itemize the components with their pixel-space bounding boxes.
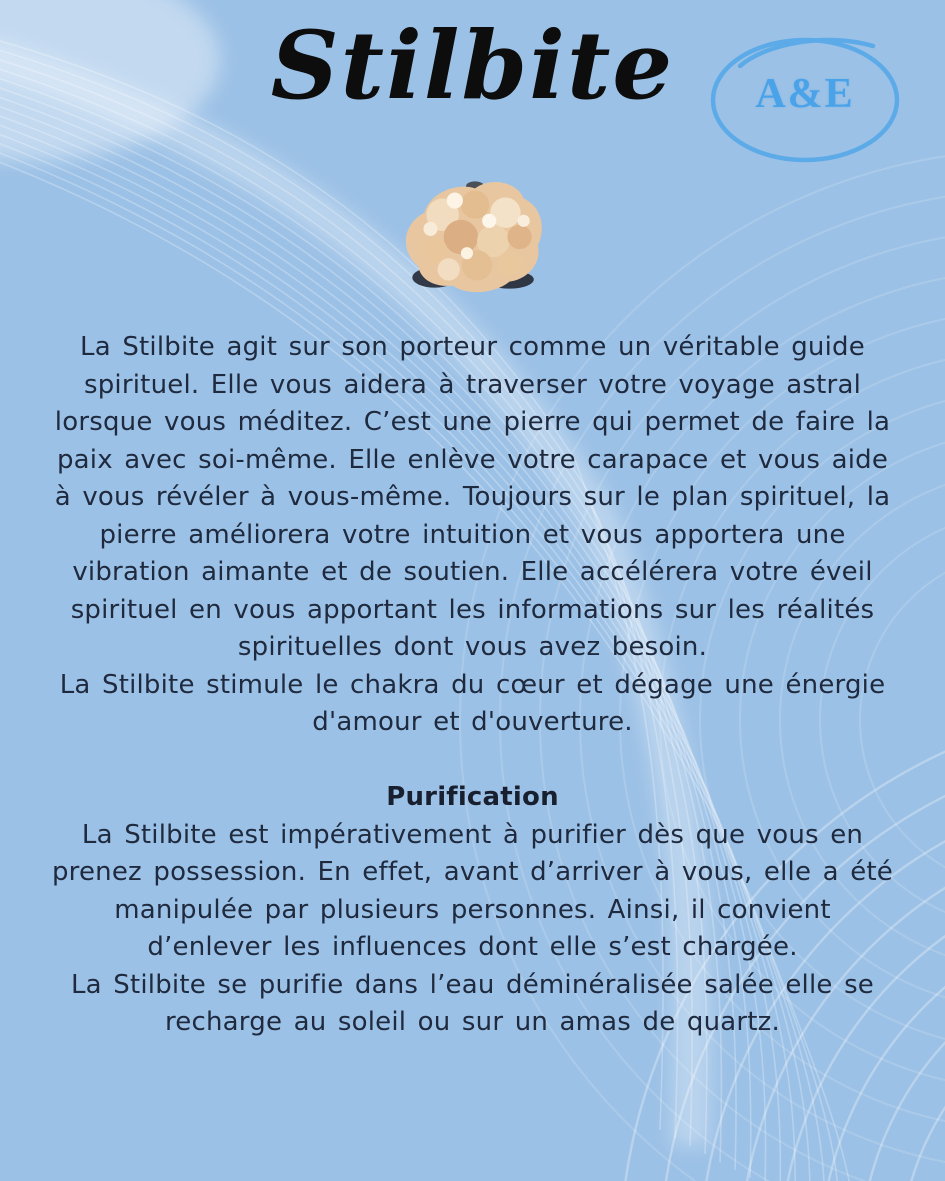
text-line: La Stilbite est impérativement à purifier dès que vous en (81, 819, 864, 850)
text-line: La Stilbite agit sur son porteur comme un véritable guide (80, 332, 865, 362)
purification-heading: Purification (386, 782, 559, 812)
brand-logo (705, 28, 905, 166)
text-line: La Stilbite stimule le chakra du cœur et dégage une énergie (59, 669, 886, 700)
text-line: manipulée par plusieurs personnes. Ainsi, il convient (114, 894, 831, 925)
text-line: paix avec soi-même. Elle enlève votre carapace et vous aide (56, 444, 889, 475)
text-line: à vous révéler à vous-même. Toujours sur le plan spirituel, la (54, 482, 891, 512)
text-line: lorsque vous méditez. C’est une pierre qui permet de faire la (54, 407, 891, 437)
page-title: Stilbite (270, 11, 675, 121)
purification-paragraph (10, 817, 935, 967)
text-line: d’enlever les influences dont elle s’est chargée. (147, 932, 798, 962)
blank-line (10, 742, 935, 780)
text-line: prenez possession. En effet, avant d’arriver à vous, elle a été (51, 857, 894, 887)
text-line: recharge au soleil ou sur un amas de quartz. (164, 1007, 780, 1037)
text-line: La Stilbite se purifie dans l’eau déminéralisée salée elle se (70, 969, 875, 1000)
stilbite-mineral-photo (390, 168, 552, 304)
intro-paragraph (10, 329, 935, 667)
method-paragraph (10, 967, 935, 1042)
stilbite-crystal-illustration (390, 168, 552, 304)
logo-text: A&E (755, 71, 855, 117)
text-line: spirituelles dont vous avez besoin. (237, 632, 708, 662)
body-text (10, 329, 935, 1042)
text-line: spirituel. Elle vous aidera à traverser votre voyage astral (83, 369, 861, 400)
text-line: spirituel en vous apportant les informations sur les réalités (70, 594, 875, 625)
text-line: vibration aimante et de soutien. Elle accélérera votre éveil (72, 557, 873, 587)
text-line: d'amour et d'ouverture. (312, 707, 633, 737)
text-line: pierre améliorera votre intuition et vous apportera une (99, 519, 846, 550)
chakra-paragraph (10, 667, 935, 742)
